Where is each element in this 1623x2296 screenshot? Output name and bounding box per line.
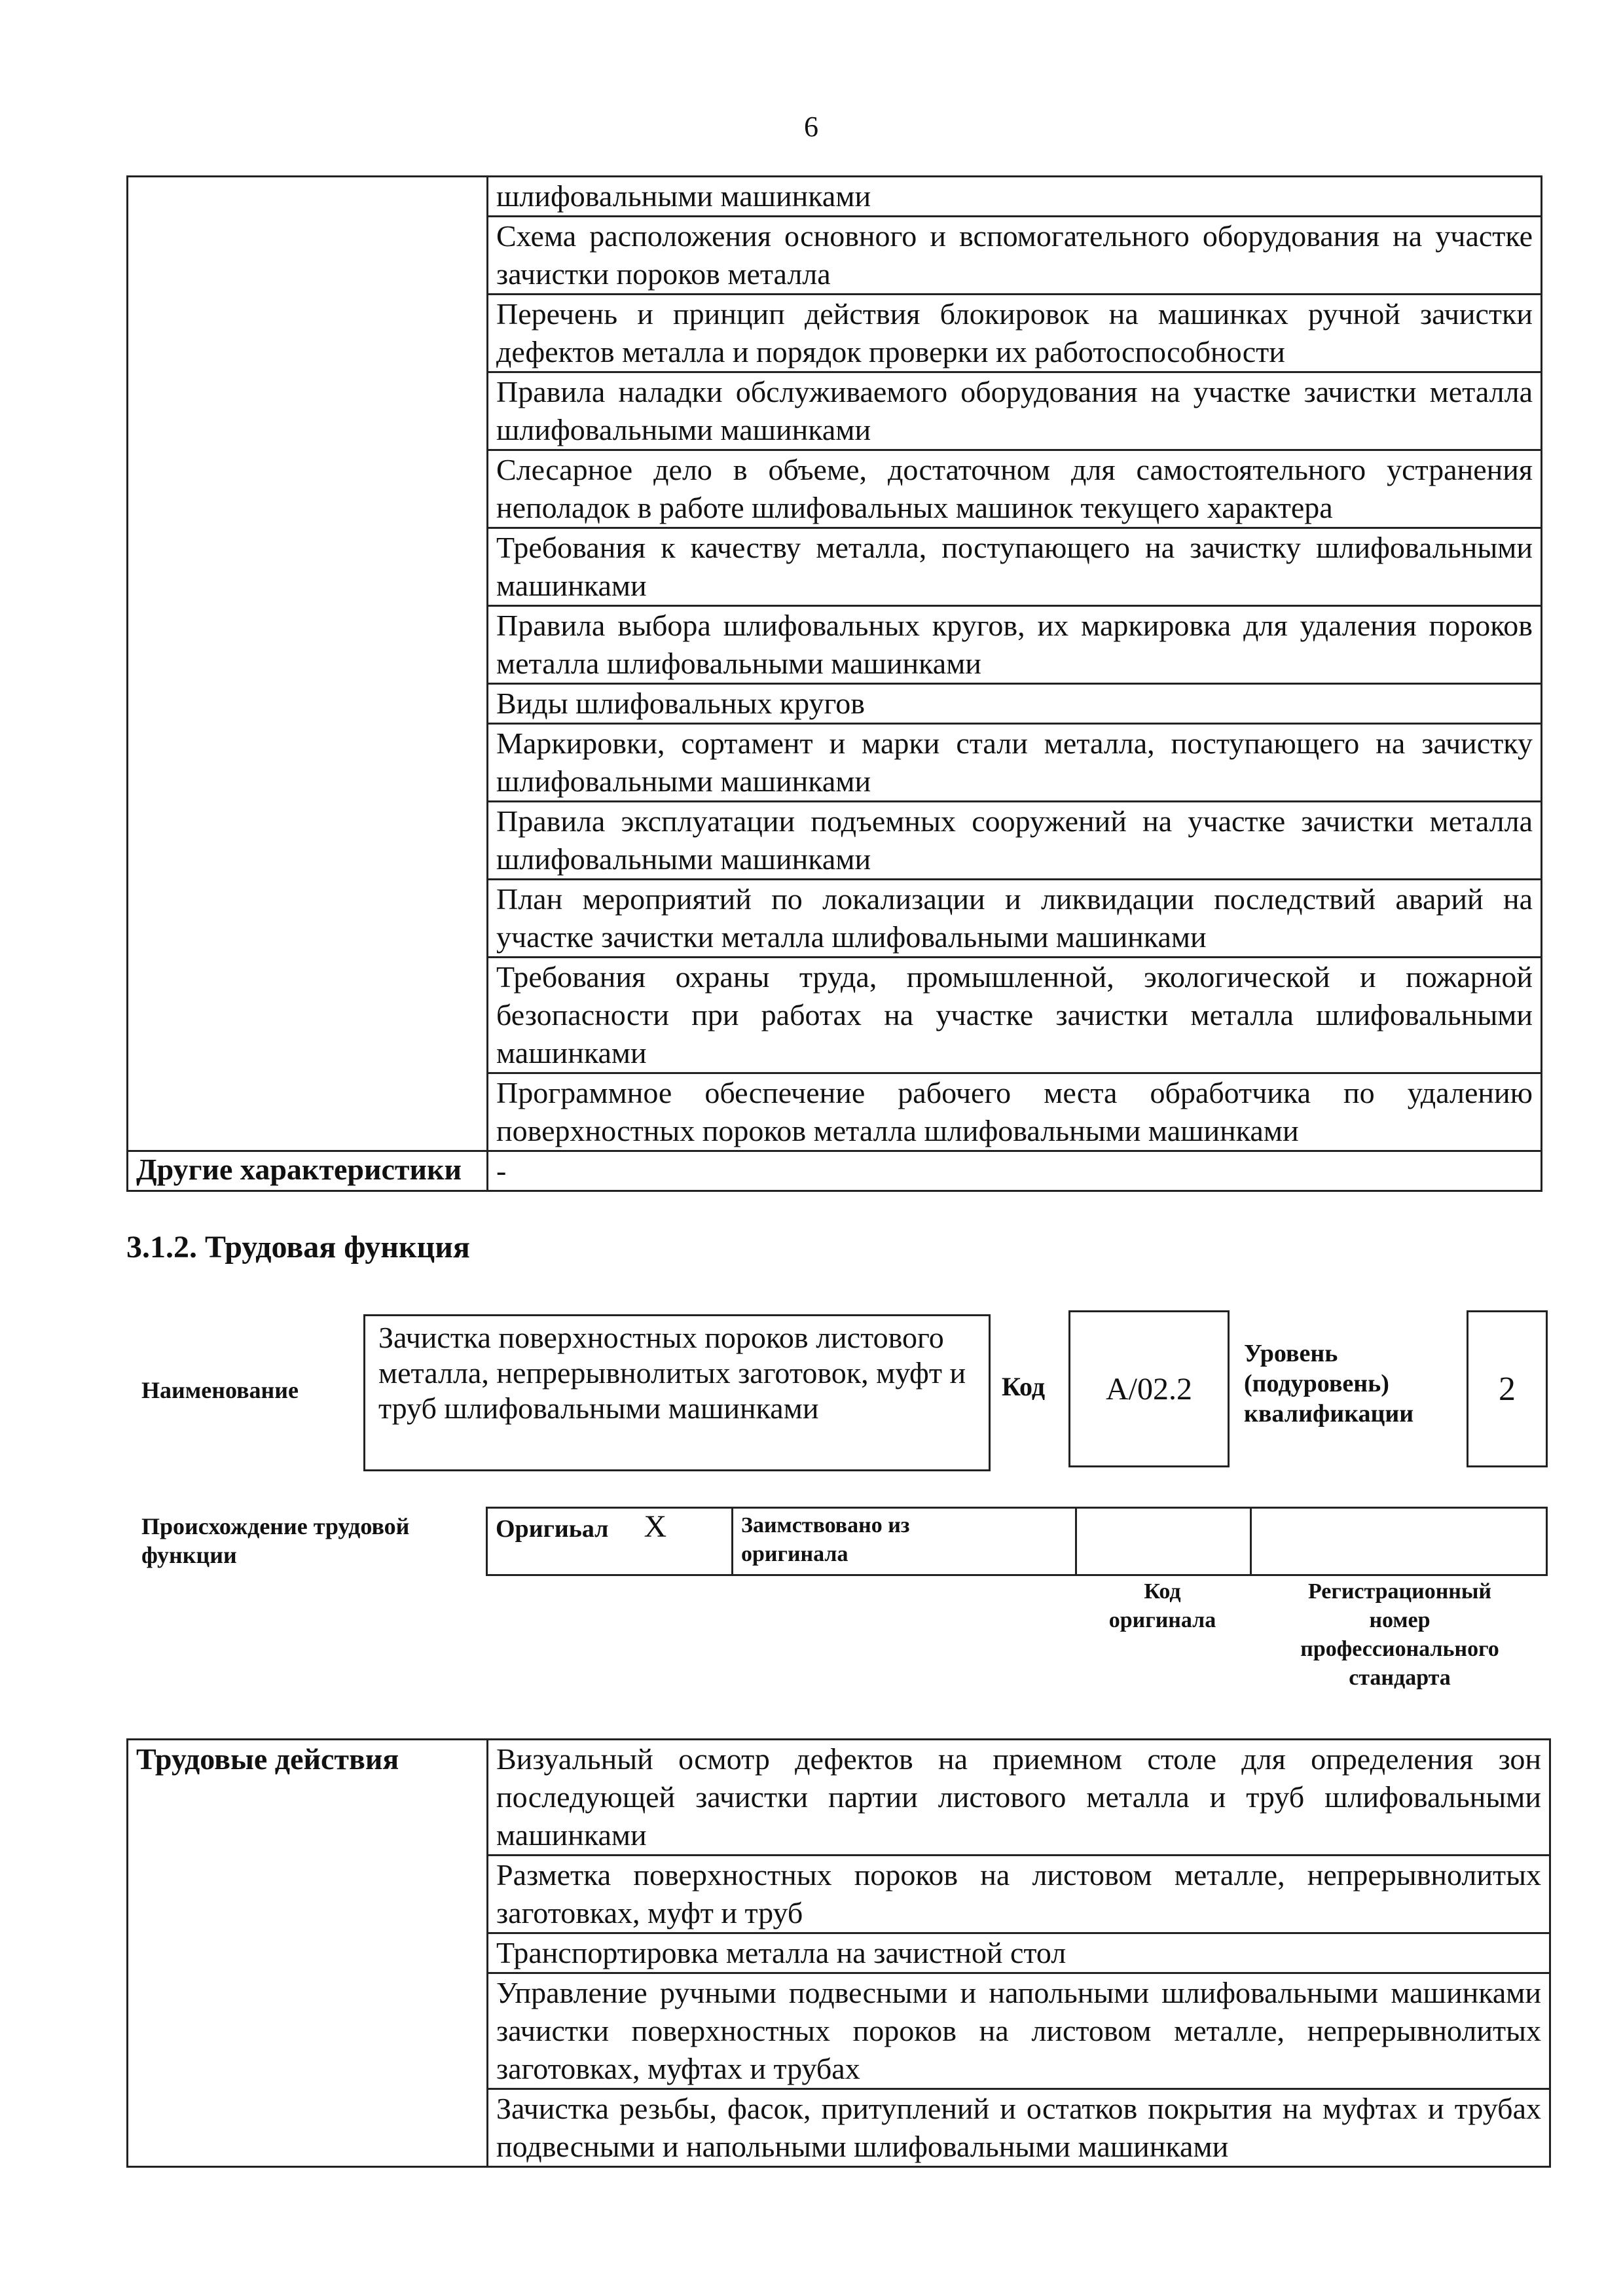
registration-caption-line: профессионального xyxy=(1300,1637,1499,1661)
knowledge-item: Требования охраны труда, промышленной, экологической и пожарной безопасности при работах на участке зачистки металла шлифовальными машинками xyxy=(488,958,1542,1073)
registration-caption xyxy=(1252,1577,1548,1693)
knowledge-item: Перечень и принцип действия блокировок на машинках ручной зачистки дефектов металла и порядок проверки их работоспособности xyxy=(488,295,1542,372)
action-item: Транспортировка металла на зачистной стол xyxy=(488,1933,1550,1973)
knowledge-table xyxy=(126,175,1542,1192)
borrowed-label-line: Заимствовано из xyxy=(741,1513,910,1537)
action-item: Управление ручными подвесными и напольными шлифовальными машинками зачистки поверхностных пороков на листовом металле, непрерывнолитых заготовках, муфтах и трубах xyxy=(488,1973,1550,2089)
action-item: Разметка поверхностных пороков на листовом металле, непрерывнолитых заготовках, муфт и труб xyxy=(488,1856,1550,1933)
original-label: Оригиьал xyxy=(496,1515,609,1543)
other-characteristics-value: - xyxy=(488,1151,1542,1191)
registration-caption-line: номер xyxy=(1369,1608,1431,1632)
origin-label-line: функции xyxy=(141,1542,237,1568)
page-number: 6 xyxy=(804,111,818,143)
origin-label xyxy=(141,1512,409,1570)
level-label-line: (подуровень) xyxy=(1244,1370,1389,1397)
name-label: Наименование xyxy=(141,1377,299,1403)
level-label-line: квалификации xyxy=(1244,1400,1414,1427)
table-row xyxy=(128,1151,1542,1191)
knowledge-item: Маркировки, сортамент и марки стали металла, поступающего на зачистку шлифовальными машинками xyxy=(488,724,1542,802)
level-label-line: Уровень xyxy=(1244,1340,1338,1367)
knowledge-item: Программное обеспечение рабочего места обработчика по удалению поверхностных пороков металла шлифовальными машинками xyxy=(488,1073,1542,1151)
knowledge-item: Схема расположения основного и вспомогательного оборудования на участке зачистки пороков металла xyxy=(488,217,1542,295)
code-caption-line: оригинала xyxy=(1108,1608,1216,1632)
knowledge-item: Виды шлифовальных кругов xyxy=(488,684,1542,724)
registration-number-cell xyxy=(1251,1508,1547,1575)
knowledge-item: Правила эксплуатации подъемных сооружений на участке зачистки металла шлифовальными машинками xyxy=(488,802,1542,880)
knowledge-item: План мероприятий по локализации и ликвидации последствий аварий на участке зачистки металла шлифовальными машинками xyxy=(488,880,1542,958)
knowledge-item: Требования к качеству металла, поступающего на зачистку шлифовальными машинками xyxy=(488,528,1542,606)
knowledge-item: Правила наладки обслуживаемого оборудования на участке зачистки металла шлифовальными машинками xyxy=(488,372,1542,450)
borrowed-cell xyxy=(733,1508,1076,1575)
level-box: 2 xyxy=(1467,1310,1548,1467)
code-caption-line: Код xyxy=(1144,1579,1181,1604)
table-row xyxy=(128,1740,1550,1856)
table-row xyxy=(128,177,1542,217)
origin-label-line: Происхождение трудовой xyxy=(141,1513,410,1539)
knowledge-label-cell xyxy=(128,177,488,1151)
original-code-cell xyxy=(1076,1508,1251,1575)
knowledge-item: Правила выбора шлифовальных кругов, их маркировка для удаления пороков металла шлифовальными машинками xyxy=(488,606,1542,684)
original-cell xyxy=(487,1508,733,1575)
action-item: Визуальный осмотр дефектов на приемном столе для определения зон последующей зачистки партии листового металла и труб шлифовальными машинками xyxy=(488,1740,1550,1856)
registration-caption-line: Регистрационный xyxy=(1307,1579,1492,1604)
actions-table xyxy=(126,1738,1551,2168)
table-row xyxy=(487,1508,1547,1575)
knowledge-item: Слесарное дело в объеме, достаточном для самостоятельного устранения неполадок в работе шлифовальных машинок текущего характера xyxy=(488,450,1542,528)
code-box: A/02.2 xyxy=(1068,1310,1230,1467)
registration-caption-line: стандарта xyxy=(1349,1666,1451,1690)
other-characteristics-label: Другие характеристики xyxy=(128,1151,488,1191)
section-title: 3.1.2. Трудовая функция xyxy=(126,1230,470,1265)
code-caption xyxy=(1075,1577,1250,1635)
knowledge-item: шлифовальными машинками xyxy=(488,177,1542,217)
code-label: Код xyxy=(1002,1372,1046,1401)
action-item: Зачистка резьбы, фасок, притуплений и остатков покрытия на муфтах и трубах подвесными и напольными шлифовальными машинками xyxy=(488,2089,1550,2167)
function-name-box: Зачистка поверхностных пороков листового металла, непрерывнолитых заготовок, муфт и труб шлифовальными машинками xyxy=(363,1314,991,1471)
origin-table xyxy=(486,1507,1548,1576)
level-label xyxy=(1244,1338,1413,1429)
actions-label: Трудовые действия xyxy=(128,1740,488,2167)
original-mark: X xyxy=(644,1509,667,1544)
borrowed-label-line: оригинала xyxy=(741,1542,848,1566)
